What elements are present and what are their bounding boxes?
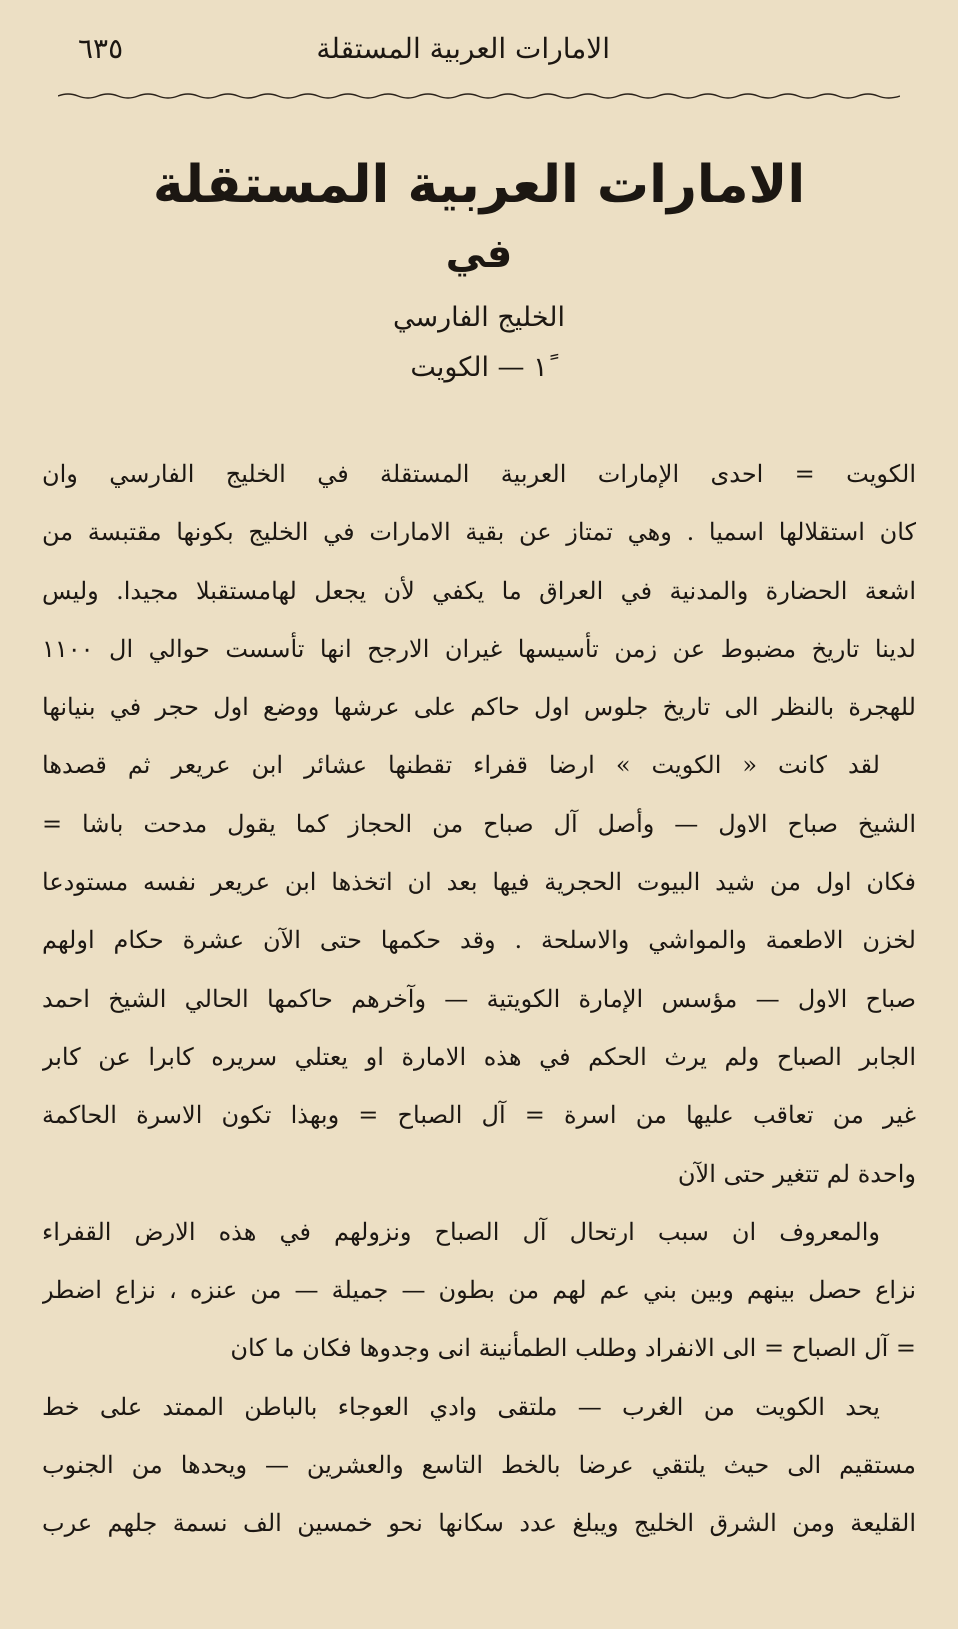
text-line: لخزن الاطعمة والمواشي والاسلحة . وقد حكمها حتى الآن عشرة حكام اولهم [42, 926, 916, 955]
title-block [60, 150, 898, 388]
running-header [58, 28, 900, 84]
text-line: فكان اول من شيد البيوت الحجرية فيها بعد ان اتخذها ابن عريعر نفسه مستودعا [42, 868, 916, 897]
subtitle: الخليج الفارسي [392, 302, 566, 333]
text-line: لقد كانت « الكويت » ارضا قفراء تقطنها عشائر ابن عريعر ثم قصدها [42, 751, 880, 780]
text-line: كان استقلالها اسميا . وهي تمتاز عن بقية الامارات في الخليج بكونها مقتبسة من [42, 518, 916, 547]
text-line: الجابر الصباح ولم يرث الحكم في هذه الامارة او يعتلي سريره كابرا عن كابر [42, 1042, 916, 1071]
header-rule [58, 92, 900, 100]
text-line: الكويت = احدى الإمارات العربية المستقلة في الخليج الفارسي وان [42, 460, 916, 488]
page-number: ٦٣٥ [78, 32, 124, 65]
text-line: مستقيم الى حيث يلتقي عرضا بالخط التاسع والعشرين — ويحدها من الجنوب [42, 1451, 916, 1480]
section-heading: ١ً — الكويت [410, 352, 548, 383]
text-line: = آل الصباح = الى الانفراد وطلب الطمأنينة انى وجدوها فكان ما كان [230, 1334, 916, 1363]
text-line: للهجرة بالنظر الى تاريخ جلوس اول حاكم على عرشها ووضع اول حجر في بنيانها [42, 693, 916, 722]
title-preposition: في [445, 231, 513, 277]
text-line: واحدة لم تتغير حتى الآن [677, 1159, 916, 1188]
text-line: نزاع حصل بينهم وبين بني عم لهم من بطون — جميلة — من عنزه ، نزاع اضطر [42, 1276, 916, 1305]
main-title: الامارات العربية المستقلة [152, 155, 806, 215]
text-line: صباح الاول — مؤسس الإمارة الكويتية — وآخرهم حاكمها الحالي الشيخ احمد [42, 984, 916, 1013]
body-text [42, 445, 916, 1553]
text-line: غير من تعاقب عليها من اسرة = آل الصباح = وبهذا تكون الاسرة الحاكمة [42, 1101, 916, 1130]
text-line: والمعروف ان سبب ارتحال آل الصباح ونزولهم في هذه الارض القفراء [42, 1217, 880, 1246]
text-line: يحد الكويت من الغرب — ملتقى وادي العوجاء بالباطن الممتد على خط [42, 1392, 880, 1421]
running-title: الامارات العربية المستقلة [316, 32, 610, 65]
text-line: القليعة ومن الشرق الخليج ويبلغ عدد سكانها نحو خمسين الف نسمة جلهم عرب [42, 1509, 916, 1538]
text-line: اشعة الحضارة والمدنية في العراق ما يكفي لأن يجعل لهامستقبلا مجيدا. وليس [42, 576, 916, 605]
text-line: لدينا تاريخ مضبوط عن زمن تأسيسها غيران الارجح انها تأسست حوالي ال ١١٠٠ [42, 634, 916, 663]
text-line: الشيخ صباح الاول — وأصل آل صباح من الحجاز كما يقول مدحت باشا = [42, 809, 916, 838]
